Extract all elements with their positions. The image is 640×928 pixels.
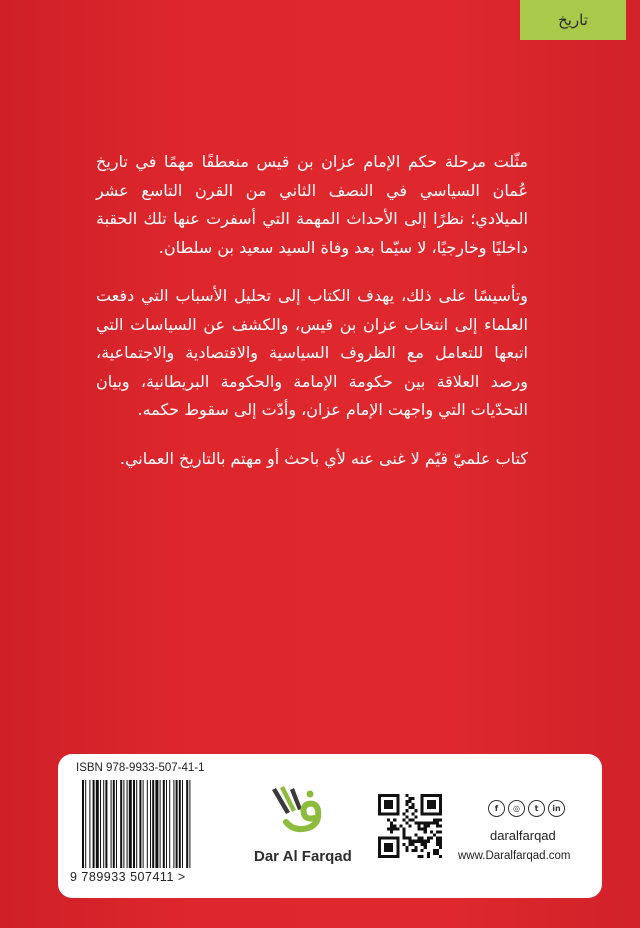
barcode-digits: 9 789933 507411 >	[70, 870, 186, 884]
isbn-label: ISBN 978-9933-507-41-1	[76, 762, 205, 774]
twitter-icon: t	[528, 800, 545, 817]
category-label: تاريخ	[558, 11, 588, 29]
blurb-paragraph-3: كتاب علميّ قيّم لا غنى عنه لأي باحث أو مهتم بالتاريخ العماني.	[119, 448, 528, 468]
barcode	[80, 780, 238, 876]
instagram-icon: ◎	[508, 800, 525, 817]
linkedin-icon: in	[548, 800, 565, 817]
facebook-icon: f	[488, 800, 505, 817]
website-url: www.Daralfarqad.com	[458, 850, 571, 862]
blurb-paragraph-1: مثّلت مرحلة حكم الإمام عزان بن قيس منعطفًا مهمًا في تاريخ عُمان السياسي في النصف الثاني من القرن التاسع عشر الميلادي؛ نظرًا إلى الأحداث المهمة التي أسفرت عنها تلك الحقبة داخليًا وخارجيًا، لا سيّما بعد وفاة السيد سعيد بن سلطان.	[96, 152, 528, 257]
publisher-info-panel	[58, 754, 602, 898]
qr-code	[378, 794, 442, 858]
social-icons	[488, 800, 565, 817]
blurb-text	[96, 148, 528, 493]
social-handle: daralfarqad	[490, 828, 556, 843]
publisher-logo	[264, 784, 324, 840]
publisher-name: Dar Al Farqad	[254, 848, 352, 865]
category-tab	[520, 0, 626, 40]
blurb-paragraph-2: وتأسيسًا على ذلك، يهدف الكتاب إلى تحليل الأسباب التي دفعت العلماء إلى انتخاب عزان بن قيس، والكشف عن السياسات التي اتبعها للتعامل مع الظروف السياسية والاقتصادية والاجتماعية، ورصد العلاقة بين حكومة الإمامة والحكومة البريطانية، وبيان التحدّيات التي واجهت الإمام عزان، وأدّت إلى سقوط حكمه.	[96, 286, 528, 419]
